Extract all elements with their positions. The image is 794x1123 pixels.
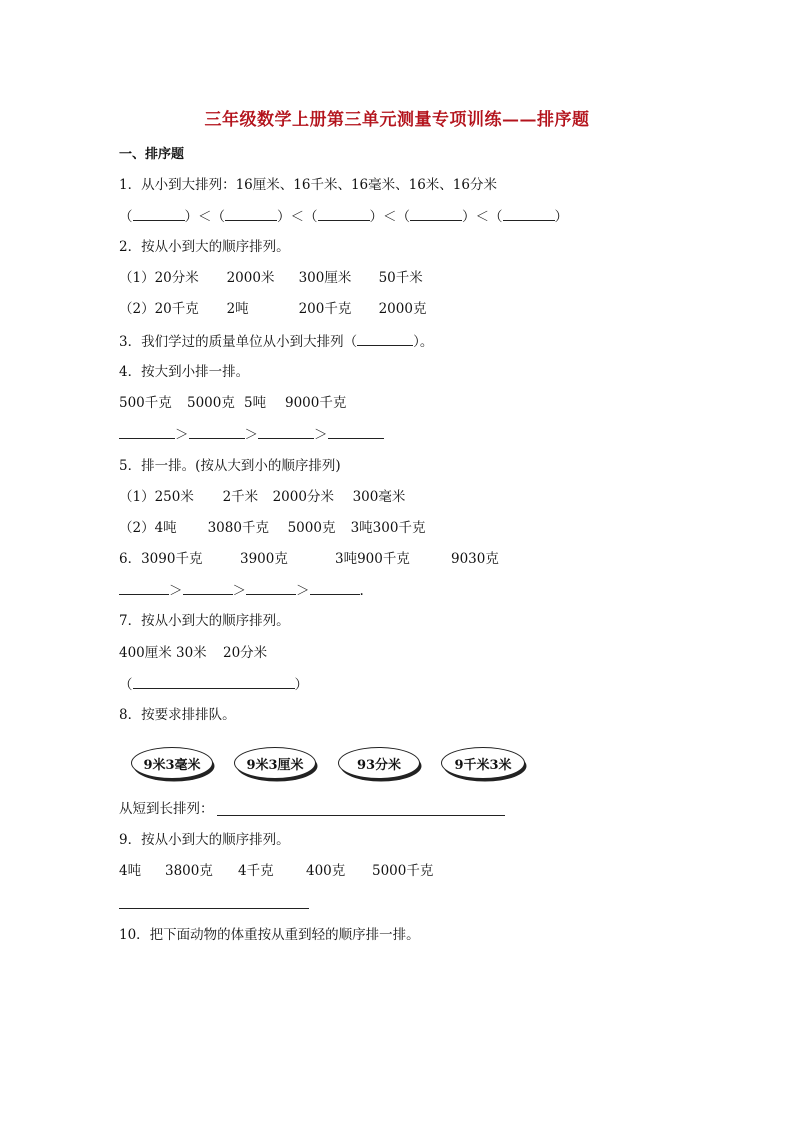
q2-row2-item: 2000克 — [378, 301, 427, 317]
q2-row2-item: 200千克 — [298, 301, 352, 317]
q10-prompt: 10．把下面动物的体重按从重到轻的顺序排一排。 — [119, 927, 420, 943]
q5-row2-label: （2） — [119, 520, 155, 536]
q8-cloud-card: 9千米3米 — [441, 747, 525, 779]
q7-prompt: 7．按从小到大的顺序排列。 — [119, 613, 290, 629]
q4-blank-4[interactable] — [328, 425, 384, 439]
q5-prompt: 5．排一排。(按从大到小的顺序排列) — [119, 458, 341, 474]
q8-answer-label: 从短到长排列： — [119, 801, 214, 817]
q6-blank-2[interactable] — [183, 581, 233, 595]
q2-row2-item: 20千克 — [154, 301, 199, 317]
q2-prompt: 2．按从小到大的顺序排列。 — [119, 239, 290, 255]
q7-item: 30米 — [176, 645, 207, 661]
q6-item: 9030克 — [451, 551, 499, 567]
q2-row2-label: （2） — [119, 301, 155, 317]
q5-row2-item: 3080千克 — [207, 520, 269, 536]
q6-greater-than: ＞ — [169, 583, 183, 599]
q7-open-paren: （ — [119, 677, 133, 693]
q1-open-paren: （ — [304, 209, 318, 225]
q4-greater-than: ＞ — [244, 427, 258, 443]
q3-prompt-after: ）。 — [413, 334, 434, 350]
q1-close-paren: ） — [462, 209, 476, 225]
q1-open-paren: （ — [119, 209, 133, 225]
q1-blank-5[interactable] — [503, 207, 555, 221]
q9-item: 4吨 — [119, 863, 142, 879]
q6-item: 3900克 — [240, 551, 288, 567]
q9-item: 3800克 — [165, 863, 213, 879]
q1-blank-3[interactable] — [318, 207, 370, 221]
q1-open-paren: （ — [489, 209, 503, 225]
page-title: 三年级数学上册第三单元测量专项训练——排序题 — [204, 110, 590, 130]
section-heading: 一、排序题 — [119, 147, 185, 162]
q2-row2-item: 2吨 — [226, 301, 249, 317]
q5-row-1 — [119, 488, 405, 506]
q8-prompt: 8．按要求排排队。 — [119, 707, 236, 723]
q1-less-than: ＜ — [198, 209, 212, 225]
q8-cloud-card: 9米3毫米 — [131, 747, 213, 779]
q5-row1-item: 2千米 — [222, 489, 259, 505]
q1-blank-2[interactable] — [225, 207, 277, 221]
q9-item: 5000千克 — [372, 863, 434, 879]
q4-items-row — [119, 394, 346, 412]
q5-row2-item: 3吨300千克 — [350, 520, 426, 536]
q1-close-paren: ） — [369, 209, 383, 225]
q1-answer-row — [119, 207, 568, 226]
q8-cloud-card: 9米3厘米 — [234, 747, 316, 779]
q7-item: 20分米 — [223, 645, 268, 661]
q1-less-than: ＜ — [383, 209, 397, 225]
q1-blank-4[interactable] — [410, 207, 462, 221]
q9-item: 400克 — [306, 863, 346, 879]
q6-greater-than: ＞ — [296, 583, 310, 599]
q4-item: 500千克 — [119, 395, 172, 411]
q6-item: 6．3090千克 — [119, 551, 203, 567]
q5-row1-item: 2000分米 — [272, 489, 334, 505]
q3-prompt-before: 3．我们学过的质量单位从小到大排列（ — [119, 334, 358, 350]
q9-items-row — [119, 862, 433, 880]
q6-blank-3[interactable] — [246, 581, 296, 595]
q4-blank-1[interactable] — [119, 425, 175, 439]
q5-row2-item: 4吨 — [154, 520, 177, 536]
q1-blank-1[interactable] — [133, 207, 185, 221]
q2-row1-item: 20分米 — [154, 270, 199, 286]
q7-close-paren: ） — [294, 677, 308, 693]
q3-prompt — [119, 332, 433, 351]
q6-greater-than: ＞ — [232, 583, 246, 599]
q1-close-paren: ） — [184, 209, 198, 225]
q5-row1-item: 250米 — [154, 489, 194, 505]
q8-cloud-card: 93分米 — [338, 747, 420, 779]
q6-blank-1[interactable] — [119, 581, 169, 595]
q4-item: 5吨 — [244, 395, 267, 411]
q2-row1-item: 300厘米 — [298, 270, 352, 286]
q9-prompt: 9．按从小到大的顺序排列。 — [119, 832, 290, 848]
q1-open-paren: （ — [211, 209, 225, 225]
q6-item: 3吨900千克 — [335, 551, 410, 567]
q2-row1-item: 2000米 — [226, 270, 275, 286]
q6-blank-4[interactable] — [310, 581, 360, 595]
q4-greater-than: ＞ — [314, 427, 328, 443]
q1-prompt: 1．从小到大排列：16厘米、16千米、16毫米、16米、16分米 — [119, 177, 497, 193]
q1-open-paren: （ — [396, 209, 410, 225]
q2-row-2 — [119, 300, 426, 318]
q1-close-paren: ） — [277, 209, 291, 225]
q8-answer-line[interactable] — [217, 815, 505, 816]
q7-item: 400厘米 — [119, 645, 172, 661]
q5-row1-item: 300毫米 — [352, 489, 406, 505]
q4-item: 9000千克 — [285, 395, 347, 411]
q2-row-1 — [119, 269, 423, 287]
q4-greater-than: ＞ — [175, 427, 189, 443]
q4-answer-row — [119, 425, 384, 444]
q2-row1-item: 50千米 — [378, 270, 423, 286]
q4-prompt: 4．按大到小排一排。 — [119, 364, 250, 380]
q5-row-2 — [119, 519, 425, 537]
q5-row2-item: 5000克 — [287, 520, 336, 536]
q1-close-paren: ） — [554, 209, 568, 225]
q7-items-row — [119, 644, 267, 662]
q7-answer-row — [119, 675, 308, 694]
q6-answer-row — [119, 581, 364, 600]
q1-less-than: ＜ — [475, 209, 489, 225]
q6-period: . — [359, 583, 364, 599]
q9-item: 4千克 — [238, 863, 274, 879]
q7-blank[interactable] — [133, 675, 295, 689]
q3-blank[interactable] — [357, 332, 413, 346]
q4-blank-2[interactable] — [189, 425, 245, 439]
q1-less-than: ＜ — [290, 209, 304, 225]
q5-row1-label: （1） — [119, 489, 155, 505]
q4-blank-3[interactable] — [258, 425, 314, 439]
q4-item: 5000克 — [187, 395, 235, 411]
q2-row1-label: （1） — [119, 270, 155, 286]
q9-answer-line[interactable] — [119, 908, 309, 909]
q6-items-row — [119, 550, 499, 568]
